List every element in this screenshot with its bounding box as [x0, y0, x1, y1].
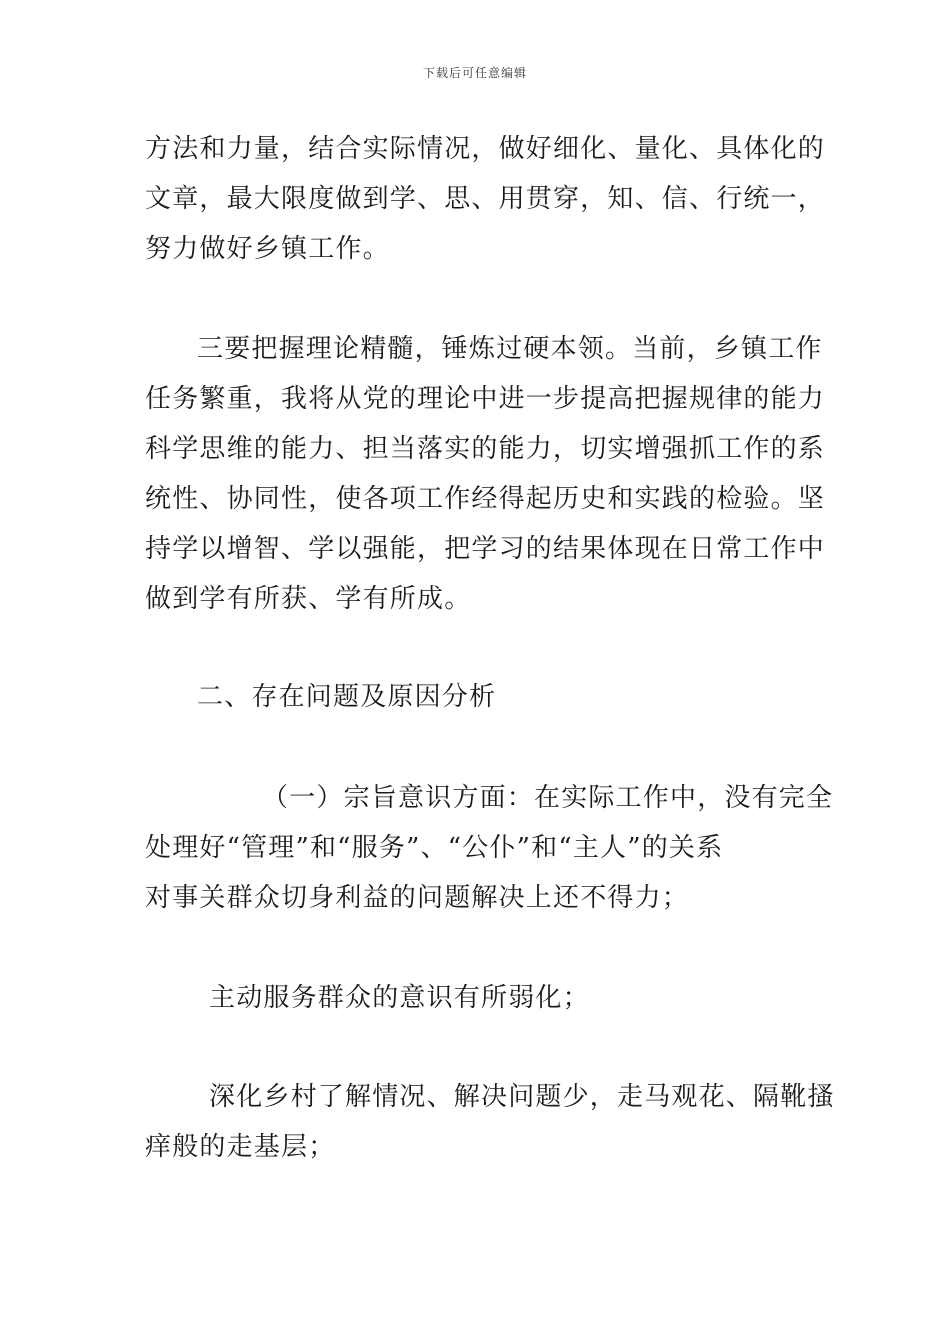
- para2-line-2: 任务繁重，我将从党的理论中进一步提高把握规律的能力: [145, 384, 826, 414]
- para5-line-2: 痒般的走基层；: [145, 1132, 336, 1162]
- para1-line-3: 努力做好乡镇工作。: [145, 234, 390, 264]
- para4-line-1: 主动服务群众的意识有所弱化；: [209, 983, 590, 1013]
- para3-line-1: （一）宗旨意识方面：在实际工作中，没有完全: [262, 783, 834, 813]
- para2-line-3: 科学思维的能力、担当落实的能力，切实增强抓工作的系: [145, 434, 826, 464]
- page-header-note: 下载后可任意编辑: [422, 66, 527, 80]
- para1-line-1: 方法和力量，结合实际情况，做好细化、量化、具体化的: [145, 134, 826, 164]
- para2-line-5: 持学以增智、学以强能，把学习的结果体现在日常工作中: [145, 534, 826, 564]
- para2-line-4: 统性、协同性，使各项工作经得起历史和实践的检验。坚: [145, 484, 826, 514]
- para1-line-2: 文章，最大限度做到学、思、用贯穿，知、信、行统一，: [145, 184, 826, 214]
- para5-line-1: 深化乡村了解情况、解决问题少，走马观花、隔靴搔: [209, 1082, 835, 1112]
- para3-line-3: 对事关群众切身利益的问题解决上还不得力；: [145, 883, 690, 913]
- para3-line-2: 处理好“管理”和“服务”、“公仆”和“主人”的关系: [145, 833, 724, 863]
- para2-line-6: 做到学有所获、学有所成。: [145, 584, 472, 614]
- section-heading-2: 二、存在问题及原因分析: [197, 682, 497, 712]
- para2-line-1: 三要把握理论精髓，锤炼过硬本领。当前，乡镇工作: [197, 334, 823, 364]
